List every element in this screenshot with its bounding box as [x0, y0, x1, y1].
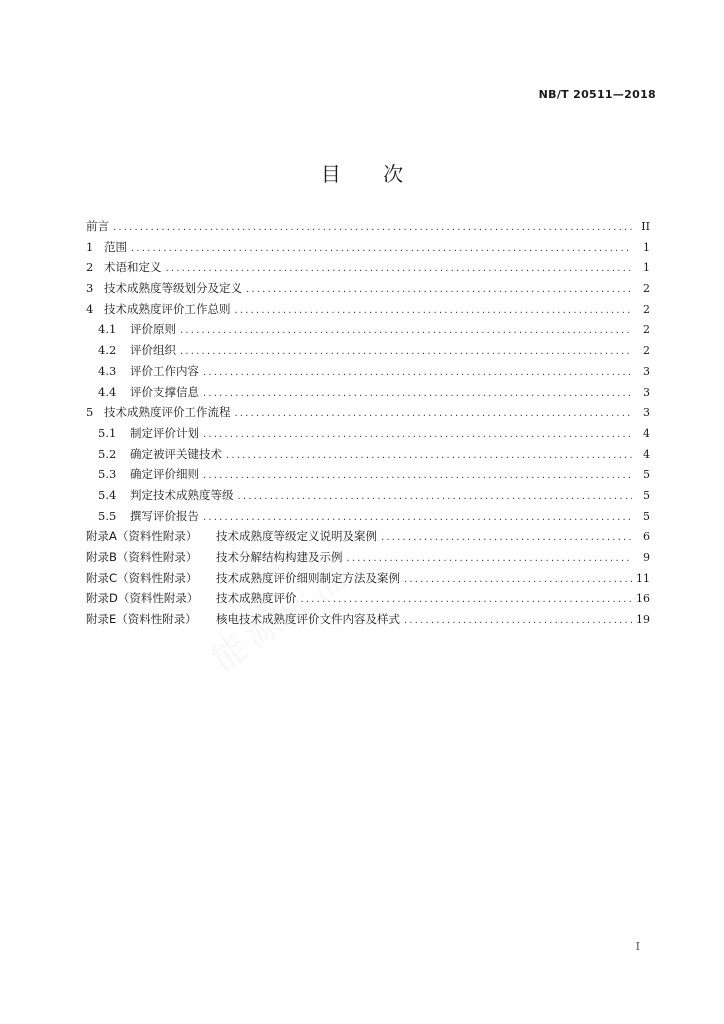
toc-appendix-label: 附录C（资料性附录） — [86, 570, 198, 585]
toc-entry-page: 1 — [643, 240, 650, 254]
toc-entry[interactable] — [86, 218, 650, 239]
toc-entry[interactable] — [86, 363, 650, 384]
standard-code: NB/T 20511—2018 — [538, 88, 656, 101]
toc-entry-title: 技术成熟度等级定义说明及案例 — [216, 529, 377, 544]
toc-entry-number: 1 — [86, 239, 94, 254]
toc-entry-page: 4 — [643, 426, 650, 440]
toc-leader-dots — [235, 408, 633, 419]
toc-entry[interactable] — [86, 570, 650, 591]
page-number: I — [635, 940, 640, 953]
toc-leader-dots — [203, 367, 632, 378]
toc-leader-dots — [203, 512, 632, 523]
toc-entry-title: 判定技术成熟度等级 — [130, 487, 234, 502]
toc-entry[interactable] — [86, 425, 650, 446]
toc-leader-dots — [235, 305, 633, 316]
toc-appendix-label: 附录D（资料性附录） — [86, 591, 199, 606]
toc-entry[interactable] — [86, 384, 650, 405]
toc-appendix-label: 附录B（资料性附录） — [86, 550, 198, 564]
toc-entry-page: 6 — [643, 530, 650, 544]
toc-entry-title: 技术分解结构构建及示例 — [216, 550, 343, 564]
toc-entry-title: 撰写评价报告 — [130, 508, 199, 523]
toc-entry-page: 11 — [636, 571, 650, 585]
toc-entry[interactable] — [86, 446, 650, 467]
toc-entry[interactable] — [86, 466, 650, 487]
toc-leader-dots — [301, 594, 633, 605]
toc-leader-dots — [404, 615, 632, 626]
toc-entry-title: 术语和定义 — [104, 260, 162, 275]
toc-leader-dots — [203, 470, 632, 481]
toc-entry[interactable] — [86, 342, 650, 363]
toc-entry-page: 3 — [643, 406, 650, 420]
toc-leader-dots — [180, 325, 632, 336]
toc-entry-page: 2 — [643, 344, 650, 358]
toc-entry-title: 前言 — [86, 219, 109, 233]
toc-entry-number: 4.1 — [98, 322, 117, 337]
toc-entry-page: 2 — [643, 302, 650, 316]
toc-appendix-label: 附录E（资料性附录） — [86, 612, 197, 627]
toc-entry[interactable] — [86, 611, 650, 632]
toc-entry-page: 19 — [636, 613, 650, 627]
toc-entry-page: 5 — [643, 509, 650, 523]
toc-leader-dots — [238, 491, 633, 502]
toc-entry[interactable] — [86, 404, 650, 425]
toc-leader-dots — [347, 553, 633, 564]
toc-entry-number: 5.2 — [98, 446, 117, 461]
toc-entry-page: 9 — [643, 551, 650, 564]
toc-entry-title: 评价组织 — [130, 343, 176, 358]
toc-entry-number: 4.4 — [98, 384, 117, 399]
toc-entry-number: 5 — [86, 405, 94, 420]
toc-entry-title: 核电技术成熟度评价文件内容及样式 — [216, 612, 400, 627]
toc-entry-title: 评价工作内容 — [130, 363, 199, 378]
toc-entry-number: 5.5 — [98, 508, 117, 523]
toc-entry-title: 确定评价细则 — [130, 467, 199, 482]
toc-entry[interactable] — [86, 508, 650, 529]
toc-entry[interactable] — [86, 590, 650, 611]
toc-entry-title: 评价原则 — [130, 322, 176, 337]
toc-entry-number: 5.3 — [98, 467, 117, 482]
page-title: 目 次 — [320, 162, 422, 186]
toc-leader-dots — [381, 532, 632, 543]
toc-entry-title: 制定评价计划 — [130, 425, 199, 440]
toc-entry[interactable] — [86, 280, 650, 301]
toc-entry-page: 16 — [636, 592, 650, 606]
toc-entry[interactable] — [86, 487, 650, 508]
toc-entry-page: 2 — [643, 282, 650, 296]
table-of-contents — [86, 218, 650, 632]
toc-entry[interactable] — [86, 321, 650, 342]
toc-entry-title: 技术成熟度评价细则制定方法及案例 — [216, 570, 400, 585]
toc-entry-number: 4.3 — [98, 363, 117, 378]
toc-entry-title: 技术成熟度等级划分及定义 — [104, 281, 242, 296]
toc-entry-page: 4 — [643, 447, 650, 461]
toc-leader-dots — [113, 222, 632, 233]
toc-leader-dots — [226, 450, 632, 461]
toc-entry-page: 2 — [643, 323, 650, 337]
toc-leader-dots — [166, 263, 633, 274]
toc-entry[interactable] — [86, 528, 650, 549]
toc-entry-number: 5.4 — [98, 487, 117, 502]
toc-entry-page: 3 — [643, 385, 650, 399]
toc-entry-title: 范围 — [104, 239, 127, 254]
toc-entry-number: 3 — [86, 281, 94, 296]
toc-leader-dots — [203, 429, 632, 440]
toc-entry[interactable] — [86, 239, 650, 260]
toc-entry-title: 技术成熟度评价工作总则 — [104, 301, 231, 316]
toc-entry[interactable] — [86, 259, 650, 280]
toc-entry-page: 5 — [643, 488, 650, 502]
toc-entry-number: 2 — [86, 260, 94, 275]
toc-entry-title: 技术成熟度评价 — [216, 591, 297, 606]
toc-appendix-label: 附录A（资料性附录） — [86, 529, 198, 544]
toc-leader-dots — [246, 284, 632, 295]
toc-entry-page: 1 — [643, 261, 650, 275]
toc-entry-page: II — [641, 220, 650, 233]
toc-entry[interactable] — [86, 549, 650, 570]
toc-entry-number: 4 — [86, 301, 94, 316]
toc-entry[interactable] — [86, 301, 650, 322]
toc-leader-dots — [404, 574, 632, 585]
toc-entry-page: 3 — [643, 364, 650, 378]
toc-entry-title: 技术成熟度评价工作流程 — [104, 405, 231, 420]
toc-leader-dots — [203, 388, 632, 399]
toc-leader-dots — [180, 346, 632, 357]
toc-entry-number: 5.1 — [98, 425, 117, 440]
toc-entry-title: 确定被评关键技术 — [130, 446, 222, 461]
toc-entry-number: 4.2 — [98, 343, 117, 358]
toc-leader-dots — [131, 243, 632, 254]
toc-entry-title: 评价支撑信息 — [130, 384, 199, 399]
toc-entry-page: 5 — [643, 468, 650, 482]
